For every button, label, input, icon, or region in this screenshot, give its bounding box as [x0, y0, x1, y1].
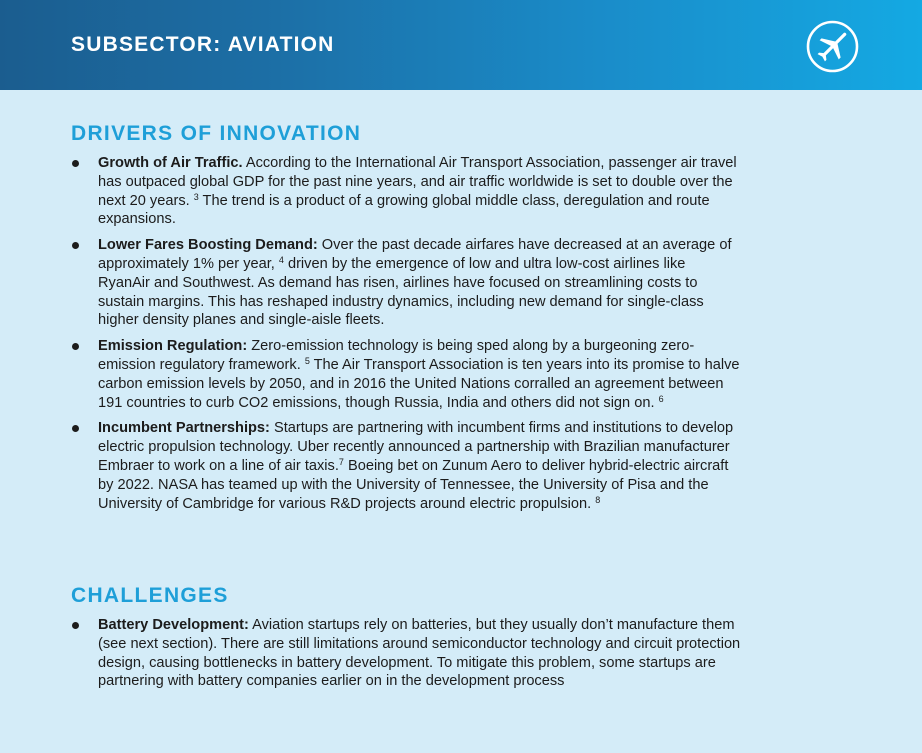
list-item: [71, 236, 741, 330]
drivers-list: [71, 154, 741, 513]
list-item: [71, 337, 741, 412]
bullet-text: driven by the emergence of low and ultra low-cost airlines like RyanAir and Southwest. As demand has risen, airlines have focused on streamlining costs to sustain margins. This has reshaped industry dynamics, including new demand for single-class higher density planes and single-aisle fleets.: [98, 255, 704, 329]
airplane-icon: [806, 20, 859, 73]
footnote-ref: 6: [658, 393, 664, 404]
list-item: [71, 616, 741, 691]
page-title: SUBSECTOR: AVIATION: [71, 33, 335, 56]
bullet-text: Over the past decade airfares have decreased at an average of approximately 1% per year,: [98, 237, 732, 272]
bullet-text: The trend is a product of a growing global middle class, deregulation and route expansions.: [98, 192, 710, 228]
bullet-text: Zero-emission technology is being sped along by a burgeoning zero-emission regulatory framework.: [98, 338, 695, 373]
bullet-lead: Battery Development:: [98, 617, 249, 633]
bullet-text: Aviation startups rely on batteries, but they usually don’t manufacture them (see next section). There are still limitations around semiconductor technology and circuit protection design, causing bottlenecks in battery development. To mitigate this problem, some startups are partnering with battery companies earlier on in the development process: [98, 617, 741, 690]
challenges-section-title: CHALLENGES: [71, 584, 229, 607]
bullet-lead: Lower Fares Boosting Demand:: [98, 237, 318, 254]
bullet-text: The Air Transport Association is ten years into its promise to halve carbon emission levels by 2050, and in 2016 the United Nations corralled an agreement between 191 countries to curb CO2 emissions, though Russia, India and others did not sign on.: [98, 356, 740, 411]
bullet-lead: Incumbent Partnerships:: [98, 420, 270, 437]
challenges-list: [71, 616, 741, 691]
footnote-ref: 5: [304, 355, 310, 366]
drivers-section-title: DRIVERS OF INNOVATION: [71, 122, 362, 145]
page-header: [0, 0, 922, 90]
bullet-lead: Emission Regulation:: [98, 338, 248, 355]
list-item: [71, 419, 741, 513]
bullet-text: Boeing bet on Zunum Aero to deliver hybrid-electric aircraft by 2022. NASA has teamed up with the University of Tennessee, the University of Pisa and the University of Cambridge for various R&D projects around electric propulsion.: [98, 457, 729, 512]
footnote-ref: 3: [193, 191, 199, 202]
bullet-lead: Growth of Air Traffic.: [98, 155, 243, 171]
footnote-ref: 4: [278, 254, 284, 265]
footnote-ref: 7: [338, 456, 344, 467]
list-item: [71, 154, 741, 229]
bullet-text: According to the International Air Transport Association, passenger air travel has outpaced global GDP for the past nine years, and air traffic worldwide is set to double over the next 20 years.: [98, 155, 737, 209]
footnote-ref: 8: [595, 494, 601, 505]
bullet-text: Startups are partnering with incumbent firms and institutions to develop electric propulsion technology. Uber recently announced a partnership with Brazilian manufacturer Embraer to work on a line of air taxis.: [98, 420, 734, 474]
